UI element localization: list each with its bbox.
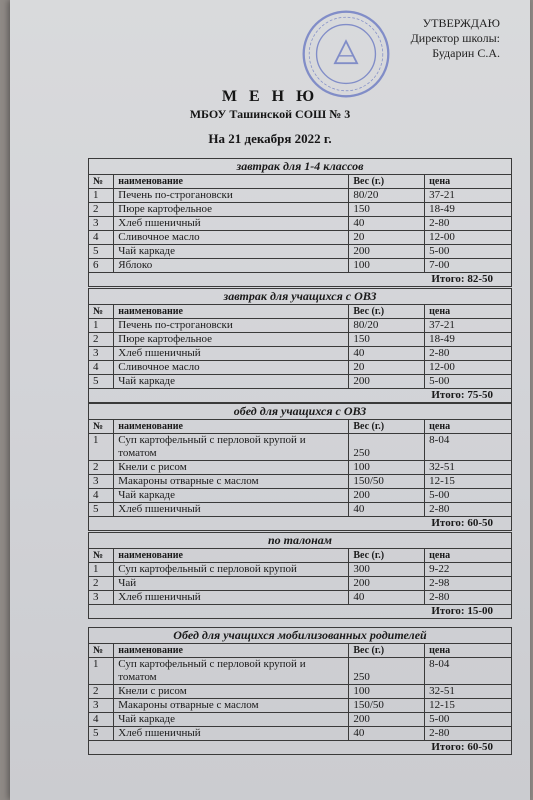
table-row xyxy=(89,591,512,605)
dish-weight: 40 xyxy=(349,217,425,231)
menu-date: На 21 декабря 2022 г. xyxy=(208,131,332,146)
dish-name: Сливочное масло xyxy=(114,361,349,375)
table-row xyxy=(89,658,512,685)
table-row xyxy=(89,461,512,475)
header-num: № xyxy=(89,420,114,434)
dish-weight: 300 xyxy=(349,563,425,577)
dish-weight: 150/50 xyxy=(349,475,425,489)
dish-weight: 40 xyxy=(349,503,425,517)
menu-table-5 xyxy=(88,627,512,755)
row-number: 2 xyxy=(89,203,114,217)
dish-price: 18-49 xyxy=(425,333,512,347)
row-number: 3 xyxy=(89,699,114,713)
dish-price: 2-80 xyxy=(425,347,512,361)
dish-weight: 250 xyxy=(349,658,425,685)
dish-weight: 250 xyxy=(349,434,425,461)
dish-price: 2-80 xyxy=(425,591,512,605)
menu-document xyxy=(10,0,530,800)
section-title-row xyxy=(89,533,512,549)
dish-price: 9-22 xyxy=(425,563,512,577)
table-header-row xyxy=(89,644,512,658)
header-num: № xyxy=(89,305,114,319)
table-row xyxy=(89,189,512,203)
dish-weight: 20 xyxy=(349,361,425,375)
dish-weight: 20 xyxy=(349,231,425,245)
dish-price: 5-00 xyxy=(425,245,512,259)
total-label: Итого: xyxy=(431,389,465,401)
table-row xyxy=(89,203,512,217)
row-number: 3 xyxy=(89,475,114,489)
dish-price: 2-80 xyxy=(425,727,512,741)
dish-name: Чай каркаде xyxy=(114,375,349,389)
row-number: 1 xyxy=(89,189,114,203)
header-weight: Вес (г.) xyxy=(349,305,425,319)
dish-weight: 200 xyxy=(349,713,425,727)
dish-weight: 200 xyxy=(349,245,425,259)
dish-name: Пюре картофельное xyxy=(114,333,349,347)
row-number: 5 xyxy=(89,503,114,517)
section-title-row xyxy=(89,289,512,305)
dish-weight: 150 xyxy=(349,203,425,217)
dish-price: 5-00 xyxy=(425,713,512,727)
header-weight: Вес (г.) xyxy=(349,420,425,434)
header-num: № xyxy=(89,175,114,189)
row-number: 5 xyxy=(89,727,114,741)
school-seal-stamp xyxy=(300,8,392,100)
table-row xyxy=(89,375,512,389)
table-row xyxy=(89,727,512,741)
dish-price: 32-51 xyxy=(425,461,512,475)
total-label: Итого: xyxy=(431,741,465,753)
section-title: по талонам xyxy=(89,533,512,549)
dish-name: Суп картофельный с перловой крупой и томатом xyxy=(114,434,349,461)
header-name: наименование xyxy=(114,175,349,189)
header-price: цена xyxy=(425,644,512,658)
dish-price: 7-00 xyxy=(425,259,512,273)
table-row xyxy=(89,217,512,231)
total-value: 75-50 xyxy=(467,389,493,401)
menu-table-1 xyxy=(88,158,512,287)
dish-price: 12-00 xyxy=(425,361,512,375)
dish-name: Макароны отварные с маслом xyxy=(114,699,349,713)
header-price: цена xyxy=(425,305,512,319)
dish-name: Кнели с рисом xyxy=(114,685,349,699)
row-number: 2 xyxy=(89,461,114,475)
dish-price: 8-04 xyxy=(425,434,512,461)
dish-price: 2-80 xyxy=(425,503,512,517)
row-number: 1 xyxy=(89,563,114,577)
dish-price: 12-15 xyxy=(425,699,512,713)
total-label: Итого: xyxy=(431,273,465,285)
dish-price: 5-00 xyxy=(425,489,512,503)
header-name: наименование xyxy=(114,305,349,319)
total-cell xyxy=(89,517,512,531)
section-title: завтрак для учащихся с ОВЗ xyxy=(89,289,512,305)
dish-weight: 200 xyxy=(349,375,425,389)
table-row xyxy=(89,361,512,375)
dish-name: Чай каркаде xyxy=(114,245,349,259)
dish-name: Пюре картофельное xyxy=(114,203,349,217)
dish-weight: 80/20 xyxy=(349,319,425,333)
row-number: 2 xyxy=(89,685,114,699)
dish-price: 32-51 xyxy=(425,685,512,699)
table-row xyxy=(89,434,512,461)
table-row xyxy=(89,699,512,713)
total-row xyxy=(89,517,512,531)
table-row xyxy=(89,685,512,699)
total-value: 15-00 xyxy=(467,605,493,617)
header-name: наименование xyxy=(114,644,349,658)
total-cell xyxy=(89,741,512,755)
page-title: М Е Н Ю xyxy=(221,88,319,105)
dish-price: 12-00 xyxy=(425,231,512,245)
dish-name: Хлеб пшеничный xyxy=(114,217,349,231)
row-number: 1 xyxy=(89,434,114,461)
total-row xyxy=(89,389,512,403)
total-value: 60-50 xyxy=(467,741,493,753)
total-row xyxy=(89,741,512,755)
dish-weight: 40 xyxy=(349,591,425,605)
section-title: Обед для учащихся мобилизованных родителей xyxy=(89,628,512,644)
dish-name: Печень по-строгановски xyxy=(114,319,349,333)
row-number: 4 xyxy=(89,713,114,727)
row-number: 3 xyxy=(89,591,114,605)
table-row xyxy=(89,231,512,245)
dish-price: 8-04 xyxy=(425,658,512,685)
approval-block xyxy=(411,16,500,61)
dish-weight: 40 xyxy=(349,347,425,361)
header-weight: Вес (г.) xyxy=(349,175,425,189)
dish-name: Хлеб пшеничный xyxy=(114,503,349,517)
row-number: 3 xyxy=(89,347,114,361)
row-number: 5 xyxy=(89,245,114,259)
dish-price: 18-49 xyxy=(425,203,512,217)
header-price: цена xyxy=(425,420,512,434)
menu-table-2 xyxy=(88,288,512,403)
table-row xyxy=(89,489,512,503)
dish-name: Суп картофельный с перловой крупой xyxy=(114,563,349,577)
header-num: № xyxy=(89,644,114,658)
row-number: 4 xyxy=(89,231,114,245)
row-number: 2 xyxy=(89,577,114,591)
dish-price: 2-98 xyxy=(425,577,512,591)
dish-weight: 200 xyxy=(349,577,425,591)
dish-name: Макароны отварные с маслом xyxy=(114,475,349,489)
dish-name: Хлеб пшеничный xyxy=(114,727,349,741)
dish-price: 5-00 xyxy=(425,375,512,389)
table-header-row xyxy=(89,549,512,563)
total-cell xyxy=(89,605,512,619)
row-number: 5 xyxy=(89,375,114,389)
row-number: 3 xyxy=(89,217,114,231)
dish-price: 12-15 xyxy=(425,475,512,489)
row-number: 6 xyxy=(89,259,114,273)
table-row xyxy=(89,259,512,273)
row-number: 1 xyxy=(89,658,114,685)
dish-weight: 150/50 xyxy=(349,699,425,713)
header-price: цена xyxy=(425,175,512,189)
row-number: 4 xyxy=(89,489,114,503)
total-cell xyxy=(89,389,512,403)
dish-name: Чай каркаде xyxy=(114,489,349,503)
table-header-row xyxy=(89,305,512,319)
dish-weight: 150 xyxy=(349,333,425,347)
dish-name: Яблоко xyxy=(114,259,349,273)
dish-name: Кнели с рисом xyxy=(114,461,349,475)
table-row xyxy=(89,577,512,591)
header-num: № xyxy=(89,549,114,563)
dish-name: Печень по-строгановски xyxy=(114,189,349,203)
section-title-row xyxy=(89,404,512,420)
row-number: 4 xyxy=(89,361,114,375)
table-row xyxy=(89,245,512,259)
dish-name: Сливочное масло xyxy=(114,231,349,245)
dish-weight: 200 xyxy=(349,489,425,503)
section-title: завтрак для 1-4 классов xyxy=(89,159,512,175)
dish-weight: 100 xyxy=(349,685,425,699)
table-header-row xyxy=(89,420,512,434)
menu-table-3 xyxy=(88,403,512,531)
table-row xyxy=(89,333,512,347)
table-row xyxy=(89,503,512,517)
dish-name: Суп картофельный с перловой крупой и томатом xyxy=(114,658,349,685)
menu-table-4 xyxy=(88,532,512,619)
table-row xyxy=(89,319,512,333)
dish-weight: 80/20 xyxy=(349,189,425,203)
dish-name: Чай каркаде xyxy=(114,713,349,727)
approval-line2: Директор школы: xyxy=(410,31,500,45)
approval-line1: УТВЕРЖДАЮ xyxy=(422,16,500,30)
dish-price: 2-80 xyxy=(425,217,512,231)
table-row xyxy=(89,475,512,489)
header-name: наименование xyxy=(114,420,349,434)
table-row xyxy=(89,563,512,577)
approval-line3: Бударин С.А. xyxy=(432,46,500,60)
dish-weight: 100 xyxy=(349,259,425,273)
section-title: обед для учащихся с ОВЗ xyxy=(89,404,512,420)
dish-weight: 40 xyxy=(349,727,425,741)
dish-name: Чай xyxy=(114,577,349,591)
header-name: наименование xyxy=(114,549,349,563)
school-name: МБОУ Ташинской СОШ № 3 xyxy=(189,107,351,121)
table-row xyxy=(89,713,512,727)
dish-name: Хлеб пшеничный xyxy=(114,591,349,605)
header-weight: Вес (г.) xyxy=(349,644,425,658)
dish-price: 37-21 xyxy=(425,189,512,203)
dish-weight: 100 xyxy=(349,461,425,475)
total-label: Итого: xyxy=(431,605,465,617)
total-label: Итого: xyxy=(431,517,465,529)
dish-price: 37-21 xyxy=(425,319,512,333)
total-value: 60-50 xyxy=(467,517,493,529)
total-row xyxy=(89,605,512,619)
total-value: 82-50 xyxy=(467,273,493,285)
row-number: 2 xyxy=(89,333,114,347)
header-price: цена xyxy=(425,549,512,563)
header-weight: Вес (г.) xyxy=(349,549,425,563)
table-header-row xyxy=(89,175,512,189)
row-number: 1 xyxy=(89,319,114,333)
total-cell xyxy=(89,273,512,287)
dish-name: Хлеб пшеничный xyxy=(114,347,349,361)
table-row xyxy=(89,347,512,361)
section-title-row xyxy=(89,628,512,644)
section-title-row xyxy=(89,159,512,175)
total-row xyxy=(89,273,512,287)
